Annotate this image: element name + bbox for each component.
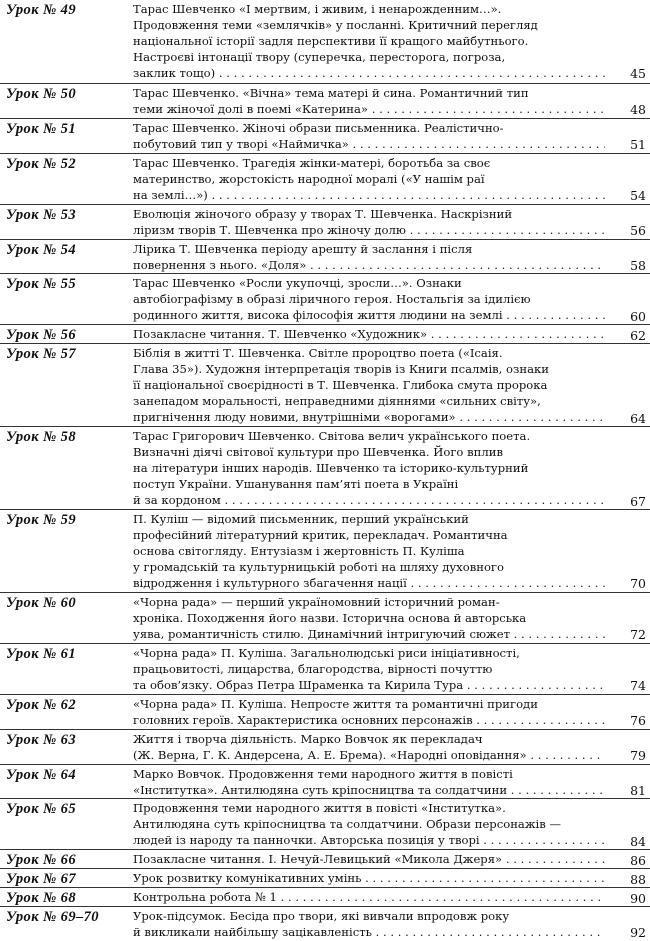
page-number: 56 (630, 223, 646, 239)
topic-line: Настроєві інтонації твору (суперечка, пересторога, погроза, (133, 50, 506, 64)
lesson-topic (133, 206, 621, 238)
topic-line: материнство, жорстокість народної моралі («У нашім раї (133, 171, 485, 186)
topic-line: Продовження теми «землячків» у посланні. Критичний перегляд (133, 18, 538, 32)
lesson-number: Урок № 64 (6, 766, 76, 783)
topic-line: Тарас Шевченко. Жіночі образи письменника. Реалістично- (133, 120, 504, 135)
lesson-topic (133, 275, 621, 323)
lesson-topic (133, 731, 621, 763)
toc-entry (0, 798, 650, 849)
toc-entry (0, 887, 650, 906)
topic-line: Біблія в житті Т. Шевченка. Світле пророцтво поета («Ісаія. (133, 346, 503, 361)
lesson-number: Урок № 54 (6, 241, 76, 258)
page-number: 92 (630, 925, 646, 941)
topic-line: людей із народу та панночки. Авторська позиція у творі . . . (133, 832, 605, 848)
lesson-number: Урок № 67 (6, 871, 76, 888)
topic-line: Урок розвитку комунікативних умінь . . . (133, 870, 605, 886)
lesson-number: Урок № 60 (6, 594, 76, 611)
page-number: 54 (630, 188, 646, 204)
toc-entry (0, 343, 650, 426)
page-number: 51 (630, 137, 646, 153)
topic-line: «Чорна рада» П. Куліша. Непросте життя та романтичні пригоди (133, 696, 538, 711)
topic-line: й викликали найбільшу зацікавленість . . . (133, 924, 605, 940)
page-number: 67 (630, 493, 646, 509)
topic-line: хроніка. Походження його назви. Історична основа й авторська (133, 610, 527, 625)
lesson-topic (133, 155, 621, 203)
topic-line: Лірика Т. Шевченка періоду арешту й заслання і після (133, 241, 473, 256)
topic-line: Антилюдяна суть кріпосництва та солдатчини. Образи персонажів — (133, 817, 562, 832)
topic-line: Еволюція жіночого образу у творах Т. Шевченка. Наскрізний (133, 206, 513, 221)
page-number: 58 (630, 257, 646, 273)
lesson-number: Урок № 63 (6, 731, 76, 748)
topic-line: Тарас Шевченко «І мертвим, і живим, і ненарожденним…». (133, 2, 502, 16)
topic-line: та обов’язку. Образ Петра Шраменка та Кирила Тура . . . (133, 677, 605, 693)
page-number: 64 (630, 410, 646, 426)
topic-line: «Чорна рада» П. Куліша. Загальнолюдські риси ініціативності, (133, 645, 520, 660)
topic-line: професійний літературний критик, перекладач. Романтична (133, 528, 508, 542)
topic-line: на літератури інших народів. Шевченко та історико-культурний (133, 461, 529, 476)
lesson-topic (133, 428, 621, 508)
lesson-topic (133, 870, 621, 886)
lesson-topic (133, 889, 621, 905)
page-number: 60 (630, 308, 646, 324)
topic-line: Контрольна робота № 1 . . . (133, 889, 605, 905)
topic-line: Визначні діячі світової культури про Шевченка. Його вплив (133, 445, 503, 460)
lesson-topic (133, 511, 621, 591)
topic-line: національної історії задля перспективи її кращого майбутнього. (133, 34, 529, 48)
topic-line: поступ України. Ушанування пам’яті поета в Україні (133, 477, 459, 492)
topic-line: на землі…») . . . (133, 187, 605, 203)
lesson-number: Урок № 51 (6, 120, 76, 137)
page-number: 81 (630, 782, 646, 798)
topic-line: Позакласне читання. І. Нечуй-Левицький «Микола Джеря» . . . (133, 851, 605, 867)
topic-line: побутовий тип у творі «Наймичка» . . . (133, 136, 605, 152)
lesson-topic (133, 908, 621, 940)
lesson-number: Урок № 69–70 (6, 909, 99, 925)
topic-line: Тарас Шевченко «Росли укупочці, зросли…». Ознаки (133, 276, 462, 291)
topic-line: занепадом моральності, неправедними діяннями «сильних світу», (133, 394, 541, 409)
toc-entry (0, 426, 650, 509)
page-number: 86 (630, 852, 646, 868)
lesson-number: Урок № 68 (6, 890, 76, 907)
toc-entry (0, 118, 650, 153)
lesson-topic (133, 645, 621, 693)
topic-line: Тарас Шевченко. Трагедія жінки-матері, боротьба за своє (133, 155, 491, 170)
page-number: 48 (630, 102, 646, 118)
lesson-number: Урок № 61 (6, 645, 76, 662)
topic-line: Глава 35»). Художня інтерпретація творів із Книги псалмів, ознаки (133, 362, 549, 377)
topic-line: основа світогляду. Ентузіазм і жертовність П. Куліша (133, 544, 465, 558)
topic-line: «Інститутка». Антилюдяна суть кріпосництва та солдатчини . . . (133, 782, 605, 798)
lesson-number: Урок № 59 (6, 512, 76, 528)
lesson-number: Урок № 62 (6, 696, 76, 713)
toc-entry (0, 764, 650, 799)
toc-entry (0, 83, 650, 118)
toc-entry (0, 239, 650, 274)
toc-entry (0, 509, 650, 592)
lesson-topic (133, 326, 621, 342)
lesson-number: Урок № 58 (6, 429, 76, 446)
topic-line: Позакласне читання. Т. Шевченко «Художник» . . . (133, 326, 605, 342)
toc-entry (0, 324, 650, 343)
topic-line: заклик тощо) . . . (133, 65, 605, 81)
lesson-topic (133, 594, 621, 642)
lesson-topic (133, 766, 621, 798)
topic-line: родинного життя, висока філософія життя людини на землі . . . (133, 307, 605, 323)
topic-line: теми жіночої долі в поемі «Катерина» . . . (133, 101, 605, 117)
lesson-topic (133, 851, 621, 867)
topic-line: повернення з нього. «Доля» . . . (133, 257, 605, 273)
topic-line: відродження і культурного збагачення нації . . . (133, 575, 605, 591)
page-number: 70 (630, 576, 646, 592)
topic-line: Тарас Григорович Шевченко. Світова велич українського поета. (133, 429, 531, 444)
topic-line: Продовження теми народного життя в повісті «Інститутка». (133, 801, 506, 816)
topic-line: працьовитості, лицарства, благородства, вірності почуттю (133, 661, 493, 676)
topic-line: й за кордоном . . . (133, 492, 605, 508)
topic-line: Тарас Шевченко. «Вічна» тема матері й сина. Романтичний тип (133, 85, 529, 100)
page-number: 62 (630, 327, 646, 343)
toc-entry (0, 906, 650, 941)
page-number: 72 (630, 627, 646, 643)
lesson-topic (133, 85, 621, 117)
topic-line: головних героїв. Характеристика основних персонажів . . . (133, 712, 605, 728)
topic-line: у громадській та культурницькій роботі на шляху духовного (133, 560, 504, 574)
lesson-number: Урок № 56 (6, 327, 76, 344)
lesson-topic (133, 120, 621, 152)
lesson-number: Урок № 49 (6, 2, 76, 18)
page-number: 79 (630, 748, 646, 764)
lesson-number: Урок № 50 (6, 85, 76, 102)
toc-entry (0, 204, 650, 239)
lesson-topic (133, 800, 621, 848)
page-number: 90 (630, 890, 646, 906)
topic-line: пригнічення люду новими, внутрішніми «ворогами» . . . (133, 409, 605, 425)
topic-line: П. Куліш — відомий письменник, перший український (133, 512, 469, 526)
topic-line: її національної своєрідності в Т. Шевченка. Глибока смута пророка (133, 378, 548, 393)
lesson-number: Урок № 53 (6, 206, 76, 223)
topic-line: автобіографізму в образі ліричного героя. Ностальгія за ідилією (133, 292, 531, 307)
toc-entry (0, 0, 650, 83)
toc-entry (0, 643, 650, 694)
topic-line: «Чорна рада» — перший україномовний історичний роман- (133, 594, 500, 609)
toc-entry (0, 592, 650, 643)
lesson-number: Урок № 65 (6, 801, 76, 818)
toc-entry (0, 153, 650, 204)
lesson-number: Урок № 55 (6, 276, 76, 293)
toc-entry (0, 849, 650, 868)
lesson-number: Урок № 52 (6, 155, 76, 172)
toc-entry (0, 273, 650, 324)
topic-line: Урок-підсумок. Бесіда про твори, які вивчали впродовж року (133, 909, 510, 923)
topic-line: (Ж. Верна, Г. К. Андерсена, А. Е. Брема). «Народні оповідання» . . . (133, 747, 605, 763)
topic-line: Марко Вовчок. Продовження теми народного життя в повісті (133, 766, 513, 781)
page-number: 88 (630, 871, 646, 887)
lesson-topic (133, 345, 621, 425)
lesson-topic (133, 1, 621, 81)
lesson-number: Урок № 66 (6, 852, 76, 869)
topic-line: Життя і творча діяльність. Марко Вовчок як перекладач (133, 731, 483, 746)
lesson-topic (133, 696, 621, 728)
toc-entry (0, 729, 650, 764)
toc-entry (0, 694, 650, 729)
topic-line: ліризм творів Т. Шевченка про жіночу долю . . . (133, 222, 605, 238)
page-number: 74 (630, 678, 646, 694)
topic-line: уява, романтичність стилю. Динамічний інтригуючий сюжет . . . (133, 626, 605, 642)
lesson-number: Урок № 57 (6, 346, 76, 363)
page-number: 45 (630, 66, 646, 82)
lesson-topic (133, 241, 621, 273)
page-number: 84 (630, 833, 646, 849)
page-number: 76 (630, 713, 646, 729)
toc-entry (0, 868, 650, 887)
